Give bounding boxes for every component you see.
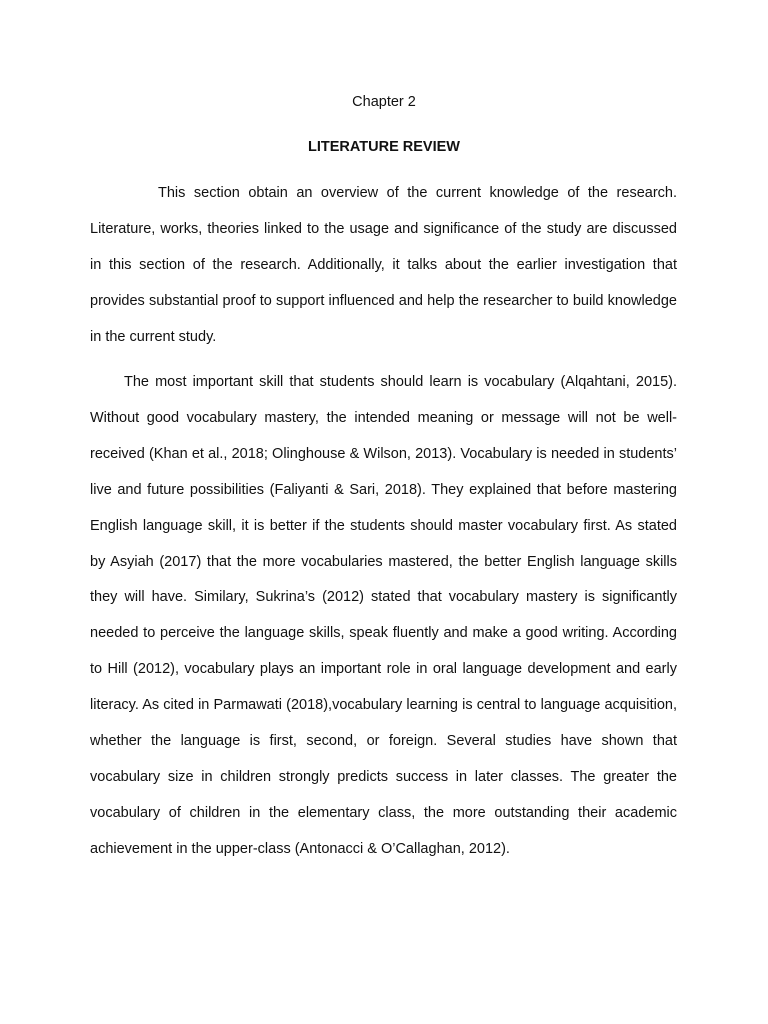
chapter-label: Chapter 2 — [352, 94, 416, 110]
section-title: LITERATURE REVIEW — [308, 139, 460, 155]
paragraph-vocabulary: The most important skill that students should learn is vocabulary (Alqahtani, 2015). Without good vocabulary mastery, the intended meaning or message will not be well-received (Khan et al., 2018; Olinghouse & Wilson, 2013). Vocabulary is needed in students’ live and future possibilities (Faliyanti & Sari, 2018). They explained that before mastering English language skill, it is better if the students should master vocabulary first. As stated by Asyiah (2017) that the more vocabularies mastered, the better English language skills they will have. Similary, Sukrina’s (2012) stated that vocabulary mastery is significantly needed to perceive the language skills, speak fluently and make a good writing. According to Hill (2012), vocabulary plays an important role in oral language development and early literacy. As cited in Parmawati (2018),vocabulary learning is central to language acquisition, whether the language is first, second, or foreign. Several studies have shown that vocabulary size in children strongly predicts success in later classes. The greater the vocabulary of children in the elementary class, the more outstanding their academic achievement in the upper-class (Antonacci & O’Callaghan, 2012). — [90, 374, 677, 857]
paragraph-intro: This section obtain an overview of the current knowledge of the research. Literature, works, theories linked to the usage and significance of the study are discussed in this section of the research. Additionally, it talks about the earlier investigation that provides substantial proof to support influenced and help the researcher to build knowledge in the current study. — [90, 185, 677, 345]
